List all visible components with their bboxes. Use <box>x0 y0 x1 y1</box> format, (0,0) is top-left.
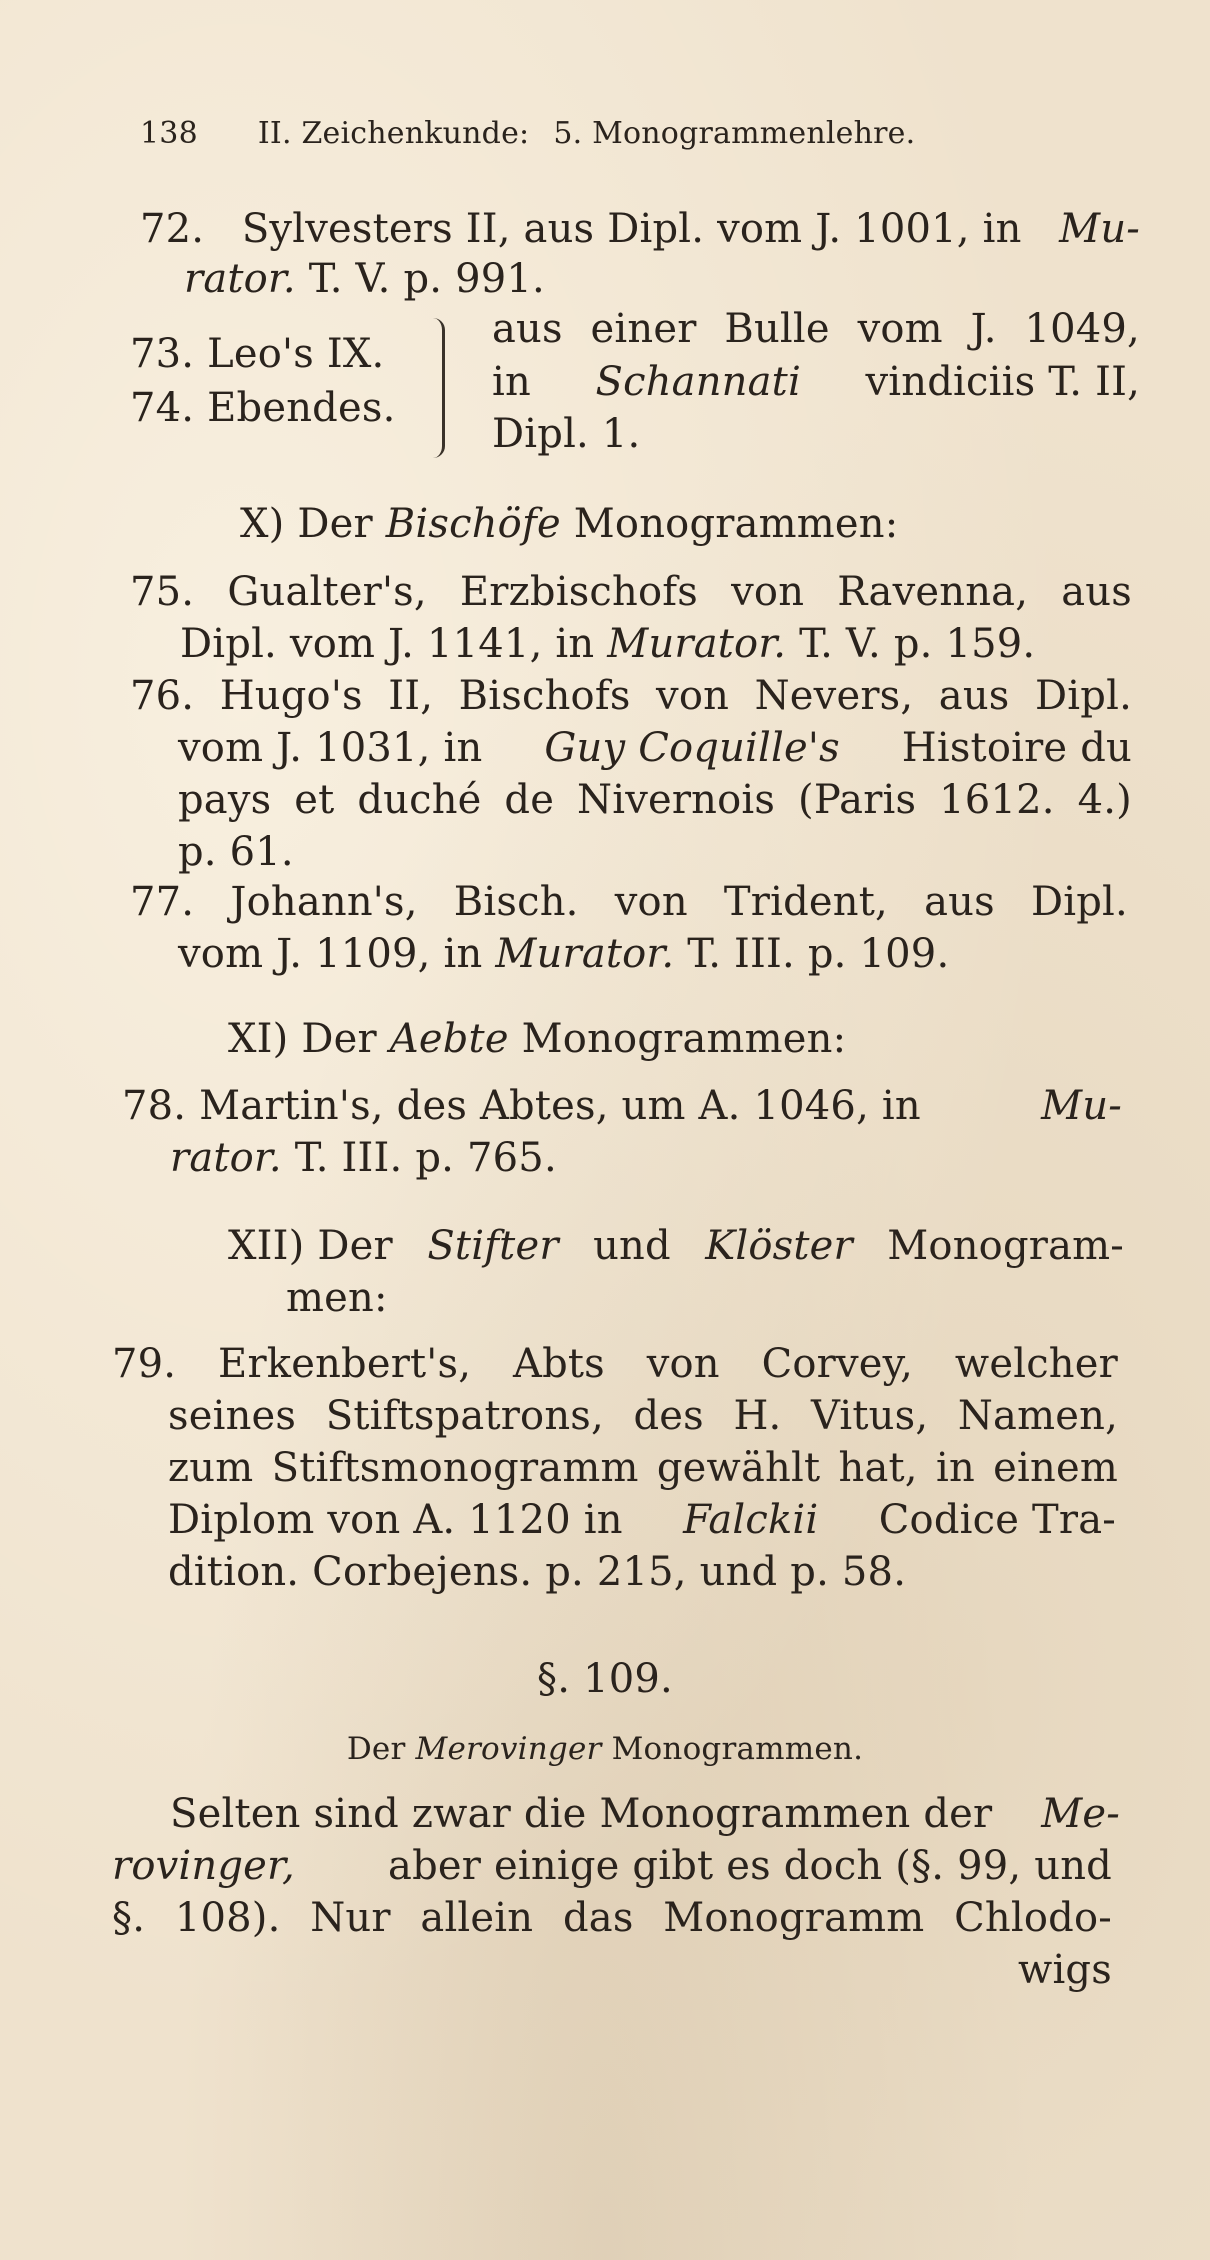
word: §. <box>112 1895 146 1941</box>
word: Bisch. <box>453 879 579 925</box>
word: Dipl. <box>1035 673 1132 719</box>
entry-text: vindiciis T. II, <box>865 359 1140 405</box>
entry-citation: Guy Coquille's <box>544 725 840 771</box>
entry-text: in <box>492 359 531 405</box>
word: welcher <box>954 1341 1118 1387</box>
entry-text: Diplom von A. 1120 in <box>168 1497 623 1543</box>
body-italic: Me- <box>1041 1791 1120 1837</box>
catchword: wigs <box>1018 1947 1112 1993</box>
body-text: aber einige gibt es doch (§. 99, und <box>388 1843 1112 1889</box>
word: von <box>656 673 730 719</box>
heading-xi <box>228 1015 846 1063</box>
entry-73: 73. Leo's IX. <box>130 331 385 377</box>
heading-italic: Klöster <box>705 1223 853 1269</box>
word: de <box>504 777 555 823</box>
body-italic: rovinger, <box>112 1843 295 1889</box>
word: aus <box>924 879 995 925</box>
word: Dipl. <box>1030 879 1128 925</box>
word: hat, <box>838 1445 918 1491</box>
entry-72-line-2 <box>184 255 545 303</box>
entry-79-line-5: dition. Corbejens. p. 215, und p. 58. <box>168 1549 907 1595</box>
word: Johann's, <box>230 879 418 925</box>
body-line-3 <box>112 1894 1112 1942</box>
entry-text: T. V. p. 159. <box>799 621 1036 667</box>
body-line-2 <box>112 1842 1112 1890</box>
word: Hugo's <box>219 673 363 719</box>
heading-text: Monogrammen: <box>573 501 899 547</box>
entry-76-line-2 <box>178 724 1132 772</box>
word: vom <box>857 306 943 352</box>
word: das <box>562 1895 634 1941</box>
word: einem <box>993 1445 1118 1491</box>
entry-citation: rator. <box>170 1135 282 1181</box>
entry-text: T. III. p. 109. <box>687 931 950 977</box>
word: 75. <box>130 569 195 615</box>
entry-citation: Murator. <box>607 621 787 667</box>
word: in <box>935 1445 975 1491</box>
entry-text: Sylvesters II, aus Dipl. vom J. 1001, in <box>241 206 1022 252</box>
word: pays <box>178 777 272 823</box>
entry-citation: Mu- <box>1059 206 1140 252</box>
word: Vitus, <box>811 1393 929 1439</box>
heading-xii <box>228 1222 1124 1270</box>
heading-x <box>240 500 898 548</box>
entry-number: 72. <box>140 206 205 252</box>
entry-text: vom J. 1109, in <box>178 931 483 977</box>
entry-77-line-1 <box>130 878 1128 926</box>
running-header <box>140 110 915 158</box>
entry-72-line-1 <box>140 205 1140 253</box>
entry-text: vom J. 1031, in <box>178 725 483 771</box>
word: Erkenbert's, <box>218 1341 472 1387</box>
entry-citation: Mu- <box>1041 1083 1122 1129</box>
entry-text: Dipl. vom J. 1141, in <box>180 621 595 667</box>
word: Trident, <box>723 879 888 925</box>
subtitle-text: Der <box>346 1731 406 1767</box>
word: II, <box>388 673 434 719</box>
word: 77. <box>130 879 195 925</box>
entry-73-74-line-1 <box>492 305 1140 353</box>
word: seines <box>168 1393 297 1439</box>
word: J. <box>970 306 997 352</box>
word: Nur <box>310 1895 391 1941</box>
entry-79-line-3 <box>168 1444 1118 1492</box>
word: aus <box>1061 569 1132 615</box>
entry-79-line-2 <box>168 1392 1118 1440</box>
entry-76-line-1 <box>130 672 1132 720</box>
word: des <box>633 1393 704 1439</box>
entry-text: 78. Martin's, des Abtes, um A. 1046, in <box>122 1083 921 1129</box>
word: 79. <box>112 1341 177 1387</box>
entry-73-74-line-3: Dipl. 1. <box>492 411 641 457</box>
word: 4.) <box>1077 777 1132 823</box>
heading-text: XII) Der <box>228 1223 393 1269</box>
heading-italic: Bischöfe <box>385 501 561 547</box>
word: gewählt <box>656 1445 821 1491</box>
page-number: 138 <box>140 116 198 151</box>
entry-citation: Schannati <box>595 359 801 405</box>
heading-xii-line-2: men: <box>286 1275 388 1321</box>
heading-text: und <box>593 1223 671 1269</box>
entry-citation: Murator. <box>495 931 675 977</box>
entry-text: T. V. p. 991. <box>308 256 545 302</box>
entry-79-line-4 <box>168 1496 1116 1544</box>
heading-text: Monogrammen: <box>521 1016 847 1062</box>
word: Nevers, <box>754 673 914 719</box>
word: (Paris <box>798 777 917 823</box>
entry-73-74-line-2 <box>492 358 1140 406</box>
heading-text: X) Der <box>240 501 373 547</box>
word: Abts <box>512 1341 605 1387</box>
entry-78-line-2 <box>170 1134 557 1182</box>
word: 1049, <box>1024 306 1140 352</box>
word: Ravenna, <box>837 569 1029 615</box>
word: Nivernois <box>577 777 776 823</box>
header-section: II. Zeichenkunde: <box>257 116 530 151</box>
word: 108). <box>174 1895 281 1941</box>
word: Corvey, <box>761 1341 914 1387</box>
entry-79-line-1 <box>112 1340 1118 1388</box>
word: Erzbischofs <box>459 569 699 615</box>
word: 76. <box>130 673 195 719</box>
entry-75-line-1 <box>130 568 1132 616</box>
body-line-1 <box>170 1790 1120 1838</box>
word: aus <box>492 306 563 352</box>
entry-76-line-3 <box>178 776 1132 824</box>
subtitle-text: Monogrammen. <box>611 1731 864 1767</box>
entry-77-line-2 <box>178 930 949 978</box>
entry-76-line-4: p. 61. <box>178 829 294 875</box>
word: Namen, <box>957 1393 1118 1439</box>
word: Bulle <box>724 306 830 352</box>
entry-text: T. III. p. 765. <box>294 1135 557 1181</box>
word: zum <box>168 1445 254 1491</box>
word: Stiftspatrons, <box>325 1393 604 1439</box>
entry-citation: Falckii <box>683 1497 819 1543</box>
word: von <box>646 1341 720 1387</box>
body-text: Selten sind zwar die Monogrammen der <box>170 1791 993 1837</box>
section-number: §. 109. <box>537 1656 673 1702</box>
entry-citation: rator. <box>184 256 296 302</box>
entry-78-line-1 <box>122 1082 1122 1130</box>
word: von <box>614 879 688 925</box>
header-subsection: 5. Monogrammenlehre. <box>553 116 916 151</box>
heading-text: Monogram- <box>887 1223 1124 1269</box>
word: Monogramm <box>663 1895 925 1941</box>
entry-text: Histoire du <box>901 725 1132 771</box>
word: einer <box>590 306 697 352</box>
entry-75-line-2 <box>180 620 1035 668</box>
word: Stiftsmonogramm <box>271 1445 639 1491</box>
brace-divider <box>428 318 445 458</box>
word: allein <box>420 1895 534 1941</box>
word: von <box>731 569 805 615</box>
word: H. <box>733 1393 782 1439</box>
word: 1612. <box>939 777 1055 823</box>
heading-italic: Stifter <box>427 1223 559 1269</box>
heading-italic: Aebte <box>389 1016 509 1062</box>
word: et <box>294 777 335 823</box>
heading-text: XI) Der <box>228 1016 377 1062</box>
word: Bischofs <box>458 673 631 719</box>
word: aus <box>938 673 1010 719</box>
entry-text: Codice Tra- <box>878 1497 1116 1543</box>
section-subtitle <box>0 1725 1210 1773</box>
subtitle-italic: Merovinger <box>415 1731 602 1767</box>
word: Chlodo- <box>954 1895 1112 1941</box>
word: duché <box>357 777 482 823</box>
entry-74: 74. Ebendes. <box>130 385 396 431</box>
word: Gualter's, <box>227 569 427 615</box>
